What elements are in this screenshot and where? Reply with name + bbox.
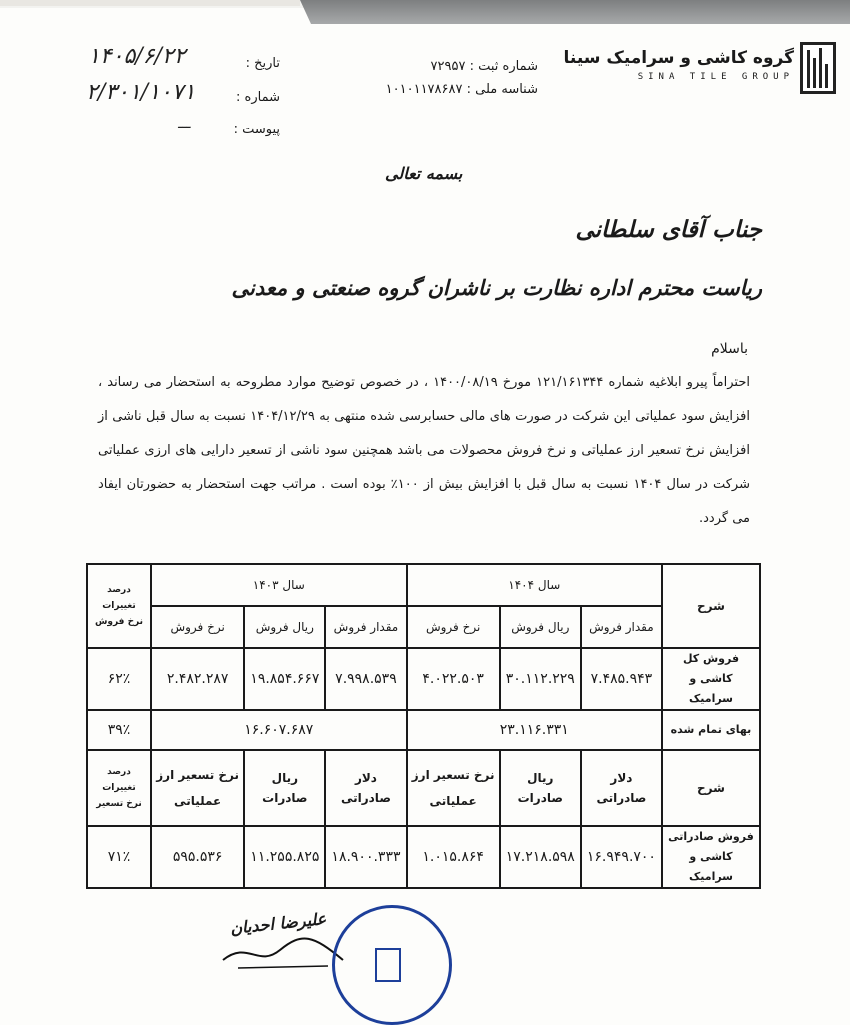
cell: ۳۰.۱۱۲.۲۲۹ [500,648,581,710]
cell: ۱۱.۲۵۵.۸۲۵ [244,826,325,888]
col-qty-1404: مقدار فروش [581,606,662,648]
col-rate-1403: نرخ فروش [151,606,244,648]
row-label: فروش صادراتی کاشی و سرامیک [662,826,760,888]
financial-table [86,563,761,889]
year-1404-header: سال ۱۴۰۴ [407,564,662,606]
date-value: ۱۴۰۵/۶/۲۲ [88,44,186,69]
col-rial-export-1403: ریال صادرات [244,750,325,826]
col-usd-1403: دلار صادراتی [325,750,406,826]
attachment-label: پیوست : [233,122,280,137]
col-usd-1404: دلار صادراتی [581,750,662,826]
number-label: شماره : [236,90,280,105]
table-row [87,826,760,888]
cell: ۵۹۵.۵۳۶ [151,826,244,888]
company-logo [563,42,836,96]
table-row [87,648,760,710]
cell: ۱۶.۹۴۹.۷۰۰ [581,826,662,888]
col-fx-rate-1403: نرخ تسعیر ارز عملیاتی [151,750,244,826]
year-1403-header: سال ۱۴۰۳ [151,564,407,606]
cell: ۱۷.۲۱۸.۵۹۸ [500,826,581,888]
recipient-name: جناب آقای سلطانی [575,216,762,243]
col-rial-export-1404: ریال صادرات [500,750,581,826]
reg-label: شماره ثبت : [469,59,538,74]
cell: ۷۱٪ [87,826,151,888]
cell: ۶۲٪ [87,648,151,710]
row-label: بهای تمام شده [662,710,760,750]
number-value: ۲/۳۰۱/۱۰۷۱ [86,80,196,105]
greeting: باسلام [711,341,748,357]
col-rial-1404: ریال فروش [500,606,581,648]
date-label: تاریخ : [245,56,280,71]
letter-body: احتراماً پیرو ابلاغیه شماره ۱۲۱/۱۶۱۳۴۴ مورخ ۱۴۰۰/۰۸/۱۹ ، در خصوص توضیح موارد مطروحه به استحضار می رساند ، افزایش سود عملیاتی این شرکت در صورت های مالی حسابرسی شده منتهی به ۱۴۰۴/۱۲/۲۹ نسبت به سال قبل ناشی از افزایش نرخ تسعیر ارز عملیاتی و نرخ فروش محصولات می باشد همچنین سود ناشی از تسعیر دارایی های ارزی عملیاتی شرکت در سال ۱۴۰۴ نسبت به سال قبل با افزایش بیش از ۱۰۰٪ بوده است . مراتب جهت استحضار به حضورتان ایفاد می گردد. [98,375,750,526]
signature-name: علیرضا احدیان [229,909,328,938]
col-qty-1403: مقدار فروش [325,606,406,648]
table-row [87,710,760,750]
national-id-value: ۱۰۱۰۱۱۷۸۶۸۷ [385,82,463,97]
signature-scribble [218,930,348,972]
cell: ۲۳.۱۱۶.۳۳۱ [407,710,662,750]
desc-header: شرح [662,564,760,648]
reg-value: ۷۲۹۵۷ [430,59,466,74]
attachment-value: ـــ [178,116,191,132]
cell: ۱۹.۸۵۴.۶۶۷ [244,648,325,710]
company-name-en: SINA TILE GROUP [637,72,794,82]
bismillah: بسمه تعالی [385,164,463,183]
change-header-sales: درصد تغییرات نرخ فروش [87,564,151,648]
col-rial-1403: ریال فروش [244,606,325,648]
desc-header-2: شرح [662,750,760,826]
change-header-fx: درصد تغییرات نرخ تسعیر [87,750,151,826]
top-band [0,0,850,8]
national-id-label: شناسه ملی : [466,82,538,97]
col-fx-rate-1404: نرخ تسعیر ارز عملیاتی [407,750,500,826]
cell: ۱۸.۹۰۰.۳۳۳ [325,826,406,888]
logo-mark-icon [800,42,836,94]
recipient-title: ریاست محترم اداره نظارت بر ناشران گروه صنعتی و معدنی [231,275,762,300]
cell: ۲.۴۸۲.۲۸۷ [151,648,244,710]
cell: ۱۶.۶۰۷.۶۸۷ [151,710,407,750]
cell: ۴.۰۲۲.۵۰۳ [407,648,500,710]
cell: ۷.۴۸۵.۹۴۳ [581,648,662,710]
stamp-logo-icon [375,948,401,982]
registration-info [386,55,538,101]
letter-meta [60,42,280,142]
row-label: فروش کل کاشی و سرامیک [662,648,760,710]
cell: ۱.۰۱۵.۸۶۴ [407,826,500,888]
cell: ۷.۹۹۸.۵۳۹ [325,648,406,710]
col-rate-1404: نرخ فروش [407,606,500,648]
cell: ۳۹٪ [87,710,151,750]
company-name-fa: گروه کاشی و سرامیک سینا [563,48,794,68]
company-stamp [332,905,452,1025]
